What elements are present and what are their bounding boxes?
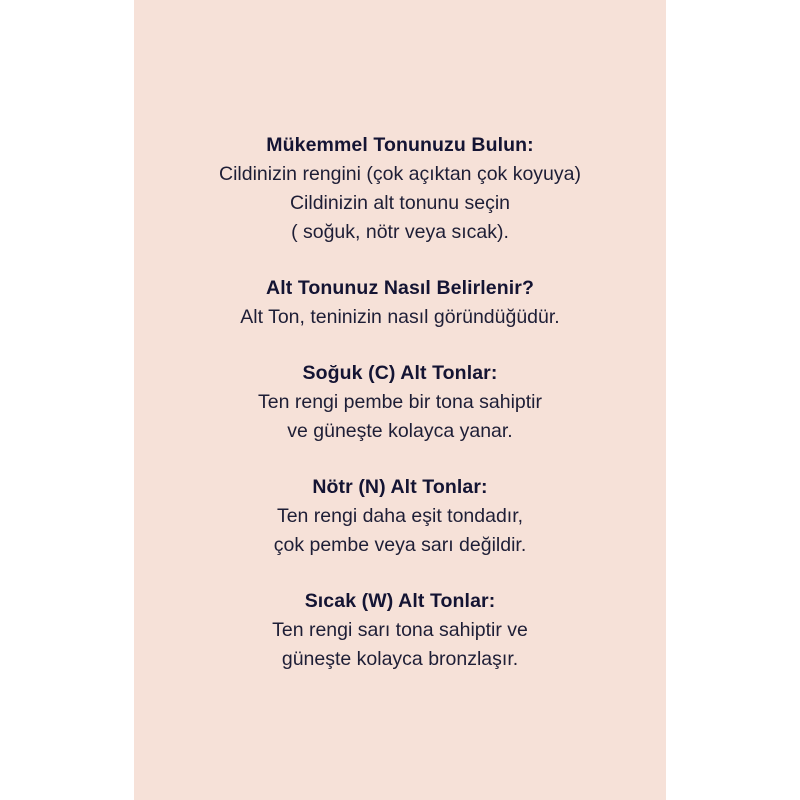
section-line: Alt Ton, teninizin nasıl göründüğüdür. [240,306,560,328]
section-heading: Mükemmel Tonunuzu Bulun: [266,134,534,156]
section-line: ve güneşte kolayca yanar. [287,420,513,442]
section-line: Cildinizin rengini (çok açıktan çok koyuya) [219,163,581,185]
section-heading: Sıcak (W) Alt Tonlar: [304,590,496,612]
section-line: Cildinizin alt tonunu seçin [289,192,511,214]
section-warm-undertones [134,586,666,674]
section-line: Ten rengi pembe bir tona sahiptir [258,391,542,413]
section-line: Ten rengi daha eşit tondadır, [276,505,524,527]
section-line: ( soğuk, nötr veya sıcak). [291,221,509,243]
section-line: güneşte kolayca bronzlaşır. [281,648,519,670]
section-line: çok pembe veya sarı değildir. [273,534,527,556]
section-neutral-undertones [134,472,666,560]
section-cool-undertones [134,358,666,446]
section-determine-undertone [134,273,666,332]
info-card [134,0,666,800]
section-heading: Alt Tonunuz Nasıl Belirlenir? [266,277,534,299]
section-find-tone [134,130,666,247]
section-line: Ten rengi sarı tona sahiptir ve [272,619,528,641]
section-heading: Soğuk (C) Alt Tonlar: [302,362,498,384]
section-heading: Nötr (N) Alt Tonlar: [312,476,488,498]
card-content [134,130,666,700]
